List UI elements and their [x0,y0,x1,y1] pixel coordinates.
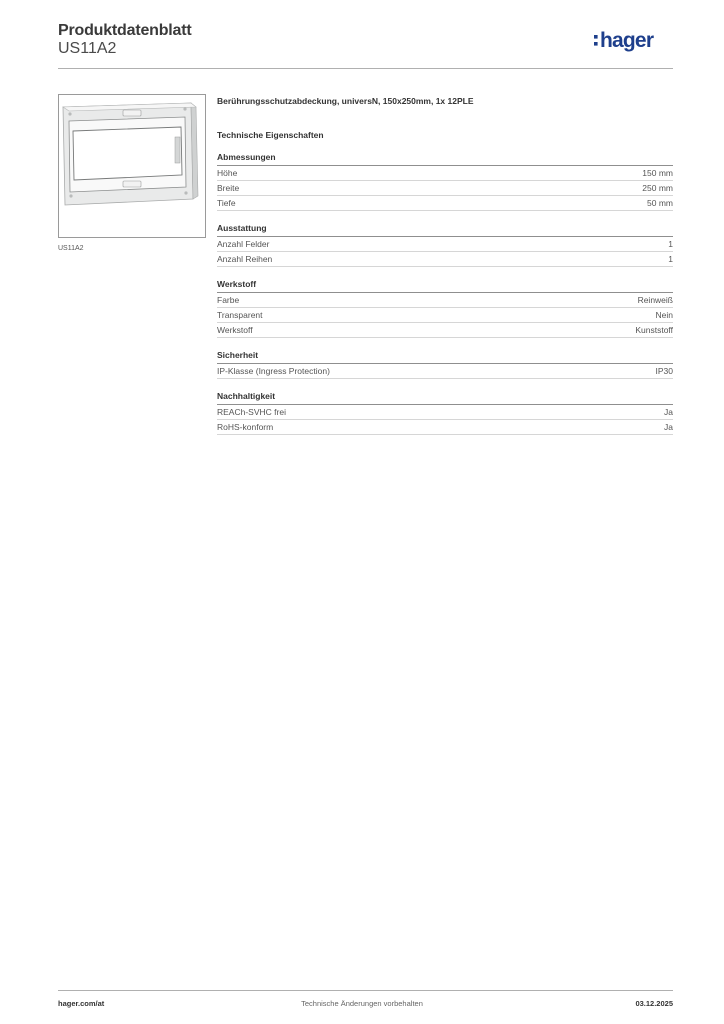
row-value: Reinweiß [637,295,673,305]
footer-notice: Technische Änderungen vorbehalten [301,999,423,1008]
row-label: Breite [217,183,240,193]
row-label: Tiefe [217,198,236,208]
section-title: Nachhaltigkeit [217,391,673,405]
section-title: Werkstoff [217,279,673,293]
row-label: Höhe [217,168,238,178]
table-row [217,252,673,267]
row-label: RoHS-konform [217,422,274,432]
footer-website-link[interactable]: hager.com/at [58,999,105,1008]
section-title: Sicherheit [217,350,673,364]
section-nachhaltigkeit [217,391,673,435]
technical-properties-heading: Technische Eigenschaften [217,130,324,140]
row-label: Anzahl Reihen [217,254,273,264]
page-header [58,20,673,68]
row-value: 1 [668,254,673,264]
product-description: Berührungsschutzabdeckung, universN, 150x250mm, 1x 12PLE [217,96,474,106]
row-label: Transparent [217,310,263,320]
section-ausstattung [217,223,673,267]
row-label: Farbe [217,295,240,305]
section-abmessungen [217,152,673,211]
table-row [217,364,673,379]
row-value: Ja [664,407,673,417]
row-value: Nein [655,310,673,320]
section-werkstoff [217,279,673,338]
header-divider [58,68,673,69]
table-row [217,420,673,435]
table-row [217,196,673,211]
table-row [217,293,673,308]
row-value: Ja [664,422,673,432]
hager-logo[interactable] [593,28,673,54]
row-label: Werkstoff [217,325,253,335]
section-title: Abmessungen [217,152,673,166]
footer-divider [58,990,673,991]
row-value: IP30 [655,366,673,376]
row-label: IP-Klasse (Ingress Protection) [217,366,330,376]
document-title: Produktdatenblatt [58,22,192,39]
table-row [217,323,673,338]
row-value: 50 mm [647,198,673,208]
row-value: 150 mm [642,168,673,178]
product-illustration [59,95,205,237]
table-row [217,181,673,196]
logo-wordmark: hager [600,29,654,52]
section-title: Ausstattung [217,223,673,237]
table-row [217,405,673,420]
row-value: 250 mm [642,183,673,193]
row-value: 1 [668,239,673,249]
product-image [58,94,206,238]
row-label: REACh-SVHC frei [217,407,286,417]
table-row [217,237,673,252]
row-value: Kunststoff [635,325,673,335]
product-code: US11A2 [58,40,117,57]
footer-date: 03.12.2025 [635,999,673,1008]
product-details [217,96,673,435]
section-sicherheit [217,350,673,379]
table-row [217,166,673,181]
image-caption: US11A2 [58,245,84,252]
table-row [217,308,673,323]
row-label: Anzahl Felder [217,239,270,249]
